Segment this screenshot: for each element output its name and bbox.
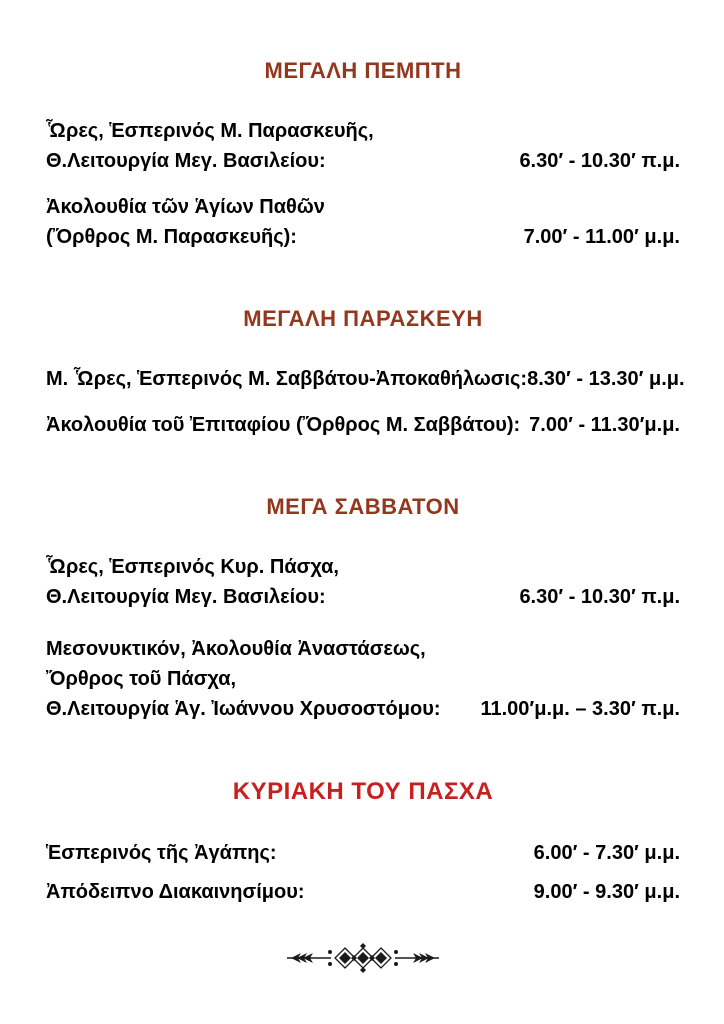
- section-title-holy-saturday: ΜΕΓΑ ΣΑΒΒΑΤΟΝ: [266, 494, 460, 519]
- service-label: Θ.Λειτουργία Ἁγ. Ἰωάννου Χρυσοστόμου:: [46, 698, 441, 720]
- service-line-with-time: [46, 877, 680, 907]
- service-line-with-time: [46, 582, 680, 612]
- service-time: 6.30′ - 10.30′ π.μ.: [519, 150, 680, 172]
- service-line-with-time: [46, 222, 680, 252]
- section-good-friday: [46, 306, 685, 440]
- service-label: Ἀπόδειπνο Διακαινησίμου:: [46, 881, 305, 903]
- service-time: 7.00′ - 11.00′ μ.μ.: [523, 226, 680, 248]
- service-label: Ἑσπερινός τῆς Ἀγάπης:: [46, 842, 277, 864]
- service-entry: [46, 877, 680, 907]
- service-entry: [46, 552, 680, 612]
- service-time: 11.00′μ.μ. – 3.30′ π.μ.: [480, 698, 680, 720]
- service-line: Ὧρες, Ἑσπερινός Μ. Παρασκευῆς,: [46, 120, 374, 142]
- service-line-with-time: [46, 838, 680, 868]
- service-entry: [46, 192, 680, 252]
- service-time: 8.30′ - 13.30′ μ.μ.: [527, 368, 685, 390]
- service-time: 6.30′ - 10.30′ π.μ.: [519, 586, 680, 608]
- section-holy-saturday: [46, 494, 680, 724]
- section-title-easter-sunday: ΚΥΡΙΑΚΗ ΤΟΥ ΠΑΣΧΑ: [232, 778, 494, 805]
- section-easter-sunday: [46, 778, 680, 907]
- ornament-divider: [46, 941, 680, 980]
- service-entry: [46, 116, 680, 176]
- service-label: Μ. Ὧρες, Ἑσπερινός Μ. Σαββάτου-Ἀποκαθήλωσις:: [46, 368, 528, 390]
- service-line: Ὄρθρος τοῦ Πάσχα,: [46, 668, 237, 690]
- service-label: Θ.Λειτουργία Μεγ. Βασιλείου:: [46, 586, 326, 608]
- service-line-with-time: [46, 694, 680, 724]
- service-time: 9.00′ - 9.30′ μ.μ.: [533, 881, 680, 903]
- service-label: (Ὄρθρος Μ. Παρασκευῆς):: [46, 226, 297, 248]
- service-time: 7.00′ - 11.30′μ.μ.: [529, 414, 680, 436]
- service-line-with-time: [46, 410, 680, 440]
- service-entry: [46, 364, 685, 394]
- diamond-arrow-divider-icon: [283, 941, 443, 975]
- section-title-good-friday: ΜΕΓΑΛΗ ΠΑΡΑΣΚΕΥΗ: [243, 306, 483, 331]
- service-line-with-time: [46, 364, 685, 394]
- service-label: Ἀκολουθία τοῦ Ἐπιταφίου (Ὄρθρος Μ. Σαββάτου):: [46, 414, 521, 436]
- section-title-holy-thursday: ΜΕΓΑΛΗ ΠΕΜΠΤΗ: [264, 58, 462, 83]
- service-label: Θ.Λειτουργία Μεγ. Βασιλείου:: [46, 150, 326, 172]
- service-entry: [46, 634, 680, 724]
- service-line: Ὧρες, Ἑσπερινός Κυρ. Πάσχα,: [46, 556, 339, 578]
- service-time: 6.00′ - 7.30′ μ.μ.: [533, 842, 680, 864]
- service-entry: [46, 838, 680, 868]
- service-entry: [46, 410, 680, 440]
- service-line: Ἀκολουθία τῶν Ἁγίων Παθῶν: [46, 196, 325, 218]
- service-line: Μεσονυκτικόν, Ἀκολουθία Ἀναστάσεως,: [46, 638, 426, 660]
- section-holy-thursday: [46, 58, 680, 252]
- service-line-with-time: [46, 146, 680, 176]
